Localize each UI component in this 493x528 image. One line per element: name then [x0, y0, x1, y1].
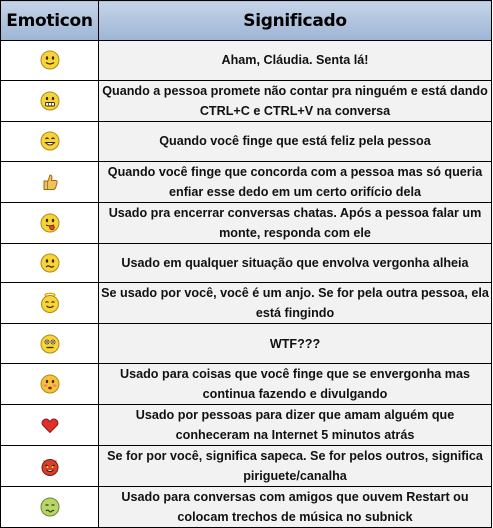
- table-row: [1, 364, 492, 405]
- table-row: [1, 446, 492, 487]
- table-row: [1, 405, 492, 446]
- sick-emoticon-icon: [39, 496, 61, 518]
- emoticon-cell: [1, 202, 99, 243]
- emoticon-cell: [1, 41, 99, 81]
- heart-icon: [39, 414, 61, 436]
- emoticon-cell: [1, 243, 99, 283]
- angel-emoticon-icon: [39, 292, 61, 314]
- meaning-cell: WTF???: [99, 324, 492, 364]
- grimace-emoticon-icon: [39, 90, 61, 112]
- meaning-cell: Aham, Cláudia. Senta lá!: [99, 41, 492, 81]
- emoticon-cell: [1, 446, 99, 487]
- fake-happy-emoticon-icon: [39, 130, 61, 152]
- emoticon-cell: [1, 121, 99, 161]
- meaning-cell: Quando você finge que concorda com a pessoa mas só queria enfiar esse dedo em um certo orifício dela: [99, 161, 492, 202]
- table-row: [1, 121, 492, 161]
- header-emoticon: Emoticon: [1, 1, 99, 41]
- devil-emoticon-icon: [39, 455, 61, 477]
- table-row: [1, 243, 492, 283]
- meaning-cell: Usado pra encerrar conversas chatas. Após a pessoa falar um monte, responda com ele: [99, 202, 492, 243]
- meaning-cell: Usado para coisas que você finge que se envergonha mas continua fazendo e divulgando: [99, 364, 492, 405]
- meaning-cell: Usado por pessoas para dizer que amam alguém que conheceram na Internet 5 minutos atrás: [99, 405, 492, 446]
- table-row: [1, 487, 492, 528]
- embarrassed-emoticon-icon: [39, 373, 61, 395]
- emoticon-cell: [1, 405, 99, 446]
- table-row: [1, 41, 492, 81]
- emoticon-cell: [1, 364, 99, 405]
- meaning-cell: Se for por você, significa sapeca. Se for pelos outros, significa piriguete/canalha: [99, 446, 492, 487]
- emoticon-cell: [1, 324, 99, 364]
- meaning-cell: Quando você finge que está feliz pela pessoa: [99, 121, 492, 161]
- emoticon-cell: [1, 487, 99, 528]
- confused-emoticon-icon: [39, 252, 61, 274]
- table-header-row: [1, 1, 492, 41]
- header-significado: Significado: [99, 1, 492, 41]
- table-row: [1, 161, 492, 202]
- table-row: [1, 324, 492, 364]
- tongue-out-emoticon-icon: [39, 212, 61, 234]
- meaning-cell: Usado para conversas com amigos que ouvem Restart ou colocam trechos de música no subnick: [99, 487, 492, 528]
- emoticon-cell: [1, 80, 99, 121]
- wtf-emoticon-icon: [39, 333, 61, 355]
- thumbs-up-icon: [39, 171, 61, 193]
- emoticon-cell: [1, 161, 99, 202]
- smile-emoticon-icon: [39, 49, 61, 71]
- meaning-cell: Se usado por você, você é um anjo. Se for pela outra pessoa, ela está fingindo: [99, 283, 492, 324]
- table-row: [1, 283, 492, 324]
- meaning-cell: Usado em qualquer situação que envolva vergonha alheia: [99, 243, 492, 283]
- meaning-cell: Quando a pessoa promete não contar pra ninguém e está dando CTRL+C e CTRL+V na conversa: [99, 80, 492, 121]
- emoticon-cell: [1, 283, 99, 324]
- table-row: [1, 202, 492, 243]
- table-row: [1, 80, 492, 121]
